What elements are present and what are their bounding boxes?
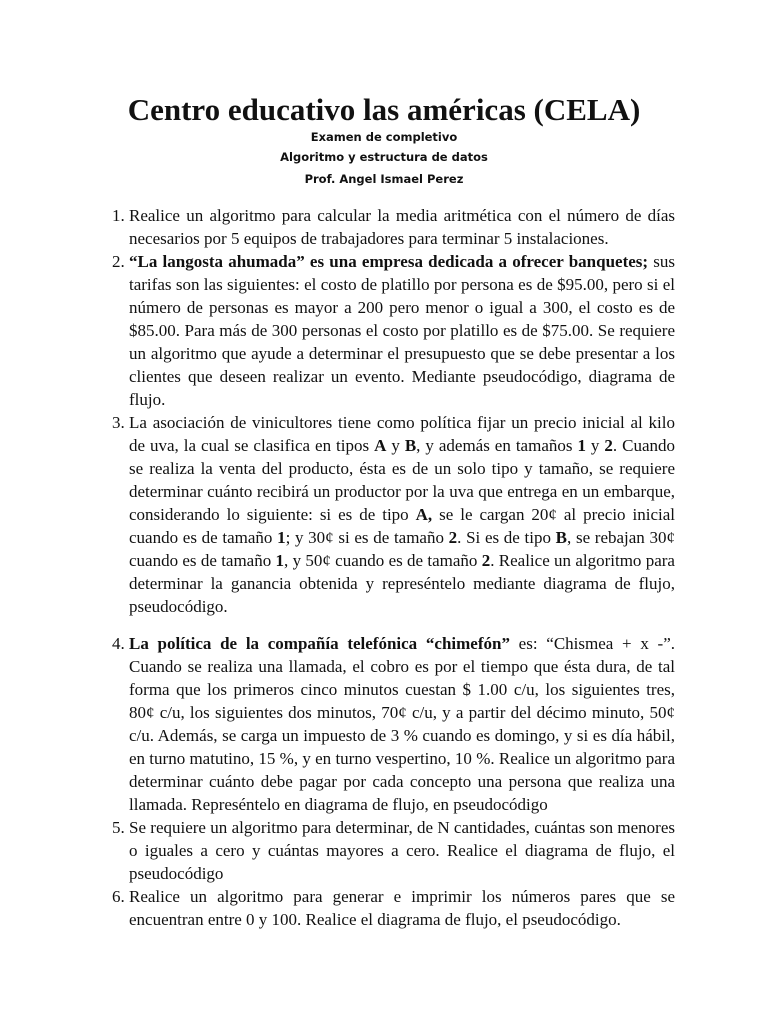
question-item xyxy=(112,411,675,618)
question-item xyxy=(112,632,675,816)
text-segment: Realice un algoritmo para generar e imprimir los números pares que se encuentran entre 0 y 100. Realice el diagrama de flujo, el pseudocódigo. xyxy=(129,887,675,929)
text-segment: . Si es de tipo xyxy=(457,528,556,547)
question-text xyxy=(129,885,675,931)
text-segment: . Cuando se realiza la venta del producto, ésta es de un solo tipo y tamaño, se requiere determinar cuánto recibirá un productor por la uva que entrega en un embarque, considerando lo siguiente: si es de tipo xyxy=(129,436,676,524)
text-segment: , se rebajan 30¢ cuando es de tamaño xyxy=(129,528,675,570)
text-segment: y xyxy=(386,436,405,455)
question-text xyxy=(129,204,675,250)
bold-text: 1 xyxy=(577,436,586,455)
text-segment: Se requiere un algoritmo para determinar, de N cantidades, cuántas son menores o iguales a cero y cuántas mayores a cero. Realice el diagrama de flujo, el pseudocódigo xyxy=(129,818,675,883)
text-segment: , y además en tamaños xyxy=(416,436,578,455)
question-item xyxy=(112,885,675,931)
question-number: 1. xyxy=(112,206,125,225)
document-title: Centro educativo las américas (CELA) xyxy=(127,92,641,127)
bold-text: B xyxy=(404,436,417,455)
bold-text: 1 xyxy=(275,551,285,570)
question-item xyxy=(112,204,675,250)
question-text xyxy=(129,816,675,885)
bold-text: “La langosta ahumada” es una empresa dedicada a ofrecer banquetes; xyxy=(129,252,649,271)
question-number: 5. xyxy=(112,818,125,837)
question-number: 4. xyxy=(112,634,125,653)
text-segment: y xyxy=(585,436,605,455)
bold-text: B xyxy=(555,528,568,547)
bold-text: 1 xyxy=(277,528,286,547)
question-text xyxy=(129,632,675,816)
bold-text: La política de la compañía telefónica “chimefón” xyxy=(129,634,510,653)
exam-type: Examen de completivo xyxy=(310,130,458,144)
question-text xyxy=(129,250,675,411)
text-segment: , y 50¢ cuando es de tamaño xyxy=(284,551,482,570)
text-segment: es: “Chismea + x -”. Cuando se realiza una llamada, el cobro es por el tiempo que ésta dura, de tal forma que los primeros cinco minutos cuestan $ 1.00 c/u, los siguientes tres, 80¢ c/u, los siguientes dos minutos, 70¢ c/u, y a partir del décimo minuto, 50¢ c/u. Además, se carga un impuesto de 3 % cuando es domingo, y si es día hábil, en turno matutino, 15 %, y en turno vespertino, 10 %. Realice un algoritmo para determinar cuánto debe pagar por cada concepto una persona que realiza una llamada. Represéntelo en diagrama de flujo, en pseudocódigo xyxy=(129,634,676,814)
text-segment: La asociación de vinicultores tiene como política fijar un precio inicial al kilo de uva, la cual se clasifica en tipos xyxy=(129,413,675,455)
question-number: 2. xyxy=(112,252,125,271)
text-segment: se le cargan 20¢ al precio inicial cuando es de tamaño xyxy=(129,505,675,547)
question-list xyxy=(112,204,675,931)
text-segment: Realice un algoritmo para calcular la media aritmética con el número de días necesarios por 5 equipos de trabajadores para terminar 5 instalaciones. xyxy=(129,206,675,248)
professor-name: Prof. Angel Ismael Perez xyxy=(304,172,464,186)
text-segment: ; y 30¢ si es de tamaño xyxy=(285,528,449,547)
question-item xyxy=(112,816,675,885)
bold-text: 2 xyxy=(604,436,613,455)
bold-text: A, xyxy=(415,505,433,524)
bold-text: A xyxy=(374,436,387,455)
course-name: Algoritmo y estructura de datos xyxy=(280,150,488,164)
text-segment: sus tarifas son las siguientes: el costo de platillo por persona es de $95.00, pero si el número de personas es mayor a 200 pero menor o igual a 300, el costo es de $85.00. Para más de 300 personas el costo por platillo es de $75.00. Se requiere un algoritmo que ayude a determinar el presupuesto que se debe presentar a los clientes que deseen realizar un evento. Mediante pseudocódigo, diagrama de flujo. xyxy=(129,252,675,409)
bold-text: 2 xyxy=(481,551,491,570)
question-text xyxy=(129,411,675,618)
question-item xyxy=(112,250,675,411)
question-number: 6. xyxy=(112,887,125,906)
text-segment: . Realice un algoritmo para determinar la ganancia obtenida y represéntelo mediante diagrama de flujo, pseudocódigo. xyxy=(129,551,675,616)
question-number: 3. xyxy=(112,413,125,432)
bold-text: 2 xyxy=(448,528,458,547)
